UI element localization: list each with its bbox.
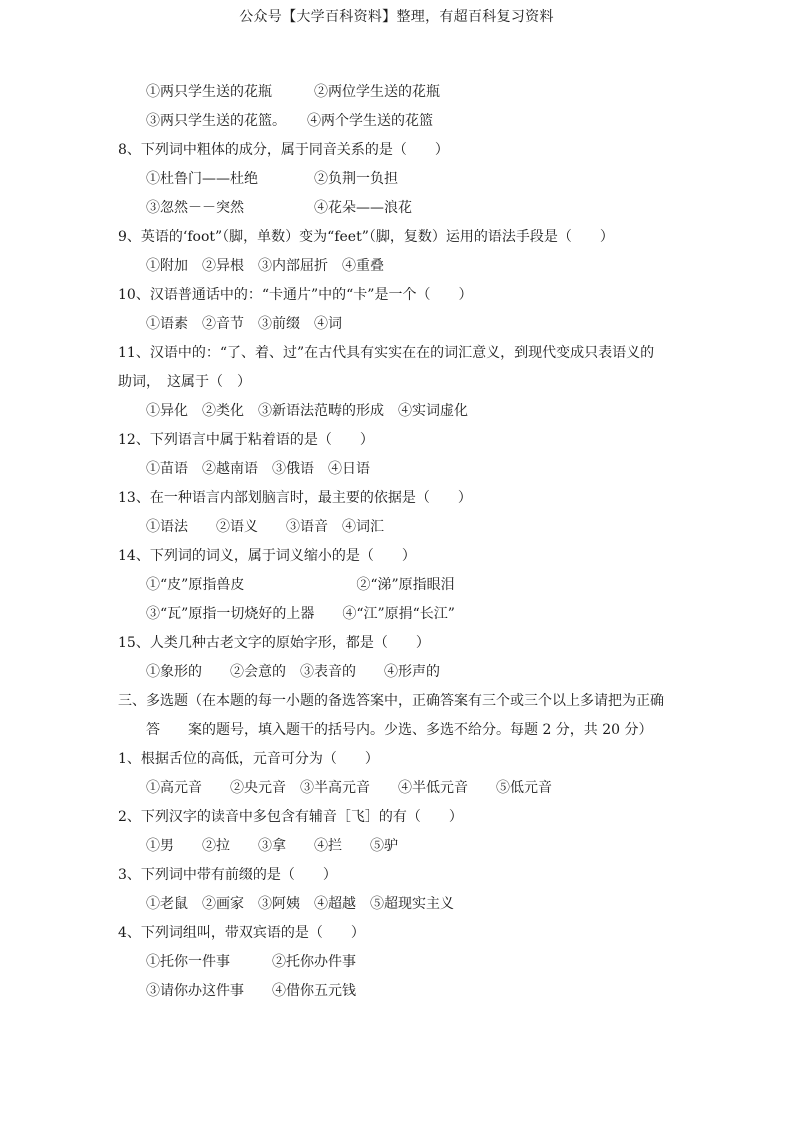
option-line: ①语素 ②音节 ③前缀 ④词 — [146, 316, 342, 332]
option-line: ①语法 ②语义 ③语音 ④词汇 — [146, 519, 384, 535]
question-line: 8、下列词中粗体的成分，属于同音关系的是（ ） — [118, 142, 449, 158]
option-line: ①象形的 ②会意的 ③表音的 ④形声的 — [146, 664, 440, 680]
question-line: 13、在一种语言内部划脑言时，最主要的依据是（ ） — [118, 490, 472, 506]
option-line: ③请你办这件事 ④借你五元钱 — [146, 983, 356, 999]
question-line: 14、下列词的词义，属于词义缩小的是（ ） — [118, 548, 416, 564]
question-line: 助词， 这属于（ ） — [118, 374, 251, 390]
question-line: 3、下列词中带有前缀的是（ ） — [118, 867, 337, 883]
option-line: ①高元音 ②央元音 ③半高元音 ④半低元音 ⑤低元音 — [146, 780, 552, 796]
question-line: 1、根据舌位的高低，元音可分为（ ） — [118, 751, 379, 767]
question-line: 10、汉语普通话中的：“卡通片”中的“卡”是一个（ ） — [118, 287, 473, 303]
option-line: ①附加 ②异根 ③内部屈折 ④重叠 — [146, 258, 384, 274]
question-line: 12、下列语言中属于粘着语的是（ ） — [118, 432, 374, 448]
option-line: ③“瓦”原指一切烧好的上器 ④“江”原捐“长江” — [146, 606, 455, 622]
option-line: ①“皮”原指兽皮 ②“涕”原指眼泪 — [146, 577, 455, 593]
option-line: ①老鼠 ②画家 ③阿姨 ④超越 ⑤超现实主义 — [146, 896, 454, 912]
page-header: 公众号【大学百科资料】整理，有超百科复习资料 — [239, 9, 554, 25]
option-line: ①异化 ②类化 ③新语法范畴的形成 ④实词虚化 — [146, 403, 468, 419]
option-line: ①男 ②拉 ③拿 ④拦 ⑤驴 — [146, 838, 398, 854]
option-line: ①两只学生送的花瓶 ②两位学生送的花瓶 — [146, 84, 440, 100]
question-line: 11、汉语中的：“了、着、过”在古代具有实实在在的词汇意义，到现代变成只表语义的 — [118, 345, 655, 361]
question-line: 4、下列词组叫，带双宾语的是（ ） — [118, 925, 365, 941]
option-line: ①苗语 ②越南语 ③俄语 ④日语 — [146, 461, 370, 477]
option-line: ①托你一件事 ②托你办件事 — [146, 954, 356, 970]
option-line: ①杜鲁门——杜绝 ②负荆一负担 — [146, 171, 398, 187]
option-line: ③忽然－－突然 ④花朵——浪花 — [146, 200, 412, 216]
option-line: ③两只学生送的花篮。 ④两个学生送的花篮 — [146, 113, 433, 129]
question-line: 2、下列汉字的读音中多包含有辅音［飞］的有（ ） — [118, 809, 463, 825]
question-line: 9、英语的‘foot”（脚，单数）变为“feet”（脚，复数）运用的语法手段是（ ） — [118, 229, 614, 245]
section-heading-continued: 答 案的题号，填入题干的括号内。少选、多选不给分。每题 2 分，共 20 分） — [146, 722, 653, 738]
question-line: 15、人类几种古老文字的原始字形，都是（ ） — [118, 635, 430, 651]
section-heading: 三、多选题（在本题的每一小题的备选答案中，正确答案有三个或三个以上多请把为正确 — [118, 693, 664, 709]
